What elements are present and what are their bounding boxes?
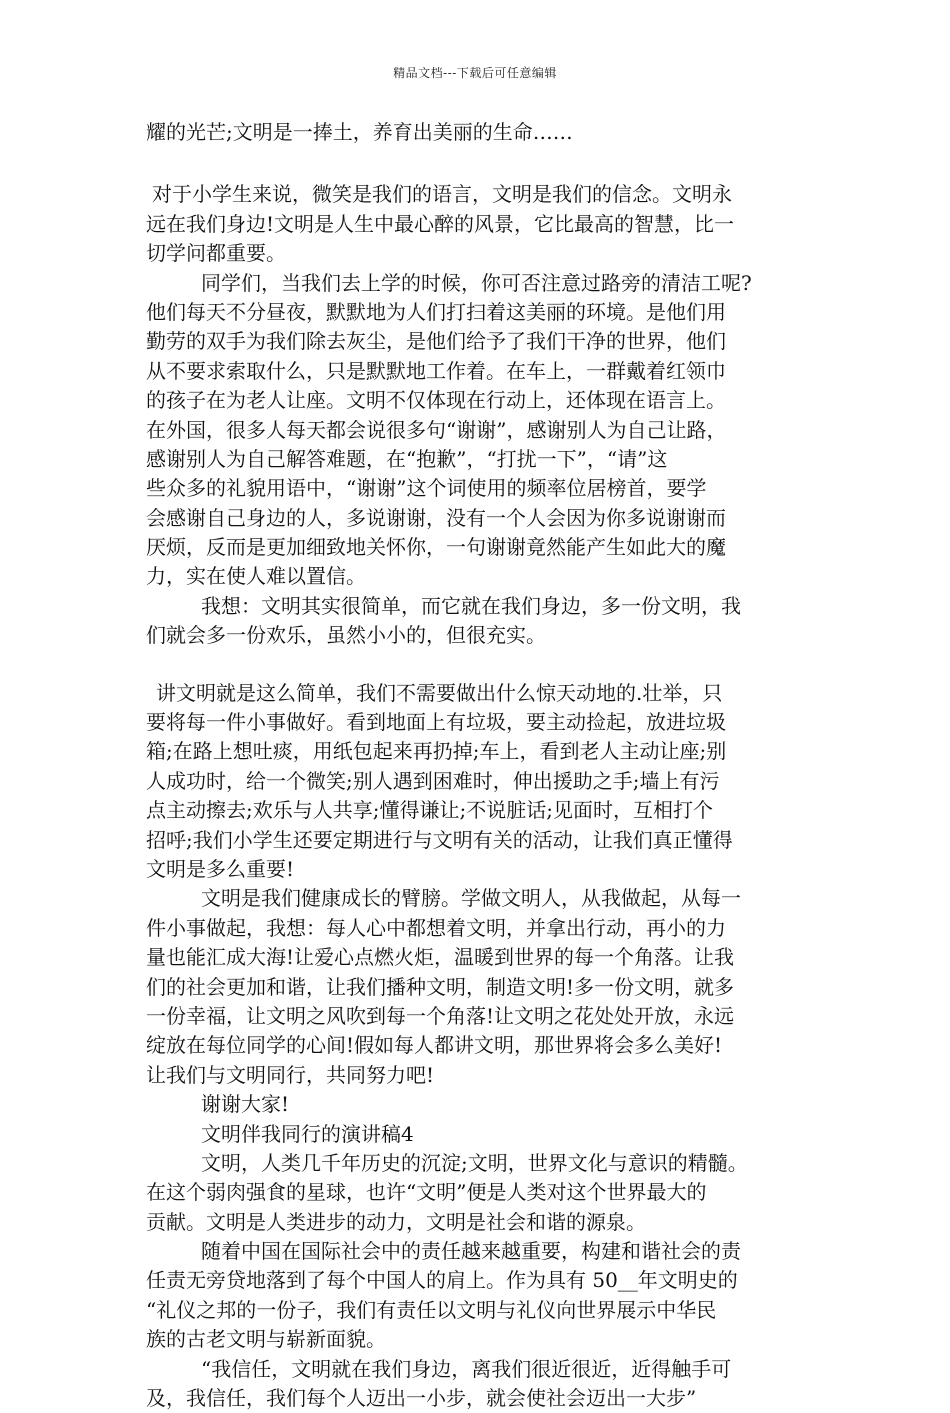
text-line: 同学们，当我们去上学的时候，你可否注意过路旁的清洁工呢?	[201, 270, 752, 295]
text-line: 感谢别人为自己解答难题，在“抱歉”，“打扰一下”，“请”这	[146, 446, 668, 471]
text-line: 箱;在路上想吐痰，用纸包起来再扔掉;车上，看到老人主动让座;别	[146, 739, 727, 764]
text-line: 量也能汇成大海!让爱心点燃火炬，温暖到世界的每一个角落。让我	[146, 945, 735, 970]
section-title: 文明伴我同行的演讲稿4	[201, 1121, 414, 1146]
text-line: 从不要求索取什么，只是默默地工作着。在车上，一群戴着红领巾	[146, 358, 726, 383]
text-line: 在外国，很多人每天都会说很多句“谢谢”，感谢别人为自己让路，	[146, 417, 727, 442]
text-line: 力，实在使人难以置信。	[146, 564, 366, 589]
text-line: 些众多的礼貌用语中，“谢谢”这个词使用的频率位居榜首，要学	[146, 476, 707, 501]
text-line: 任责无旁贷地落到了每个中国人的肩上。作为具有 50__年文明史的	[146, 1268, 738, 1293]
text-line: 勤劳的双手为我们除去灰尘，是他们给予了我们干净的世界，他们	[146, 329, 726, 354]
text-line: 贡献。文明是人类进步的动力，文明是社会和谐的源泉。	[146, 1209, 646, 1234]
text-line: 族的古老文明与崭新面貌。	[146, 1327, 386, 1352]
text-line: 一份幸福，让文明之风吹到每一个角落!让文明之花处处开放，永远	[146, 1003, 735, 1028]
paragraph-gap	[146, 147, 816, 180]
text-line: 讲文明就是这么简单，我们不需要做出什么惊天动地的.壮举，只	[156, 680, 723, 705]
text-line: 点主动擦去;欢乐与人共享;懂得谦让;不说脏话;见面时，互相打个	[146, 798, 713, 823]
text-line: 及，我信任，我们每个人迈出一小步，就会使社会迈出一大步”	[146, 1386, 697, 1411]
text-line: 人成功时，给一个微笑;别人遇到困难时，伸出援助之手;墙上有污	[146, 768, 720, 793]
text-line: 厌烦，反而是更加细致地关怀你，一句谢谢竟然能产生如此大的魔	[146, 535, 726, 560]
text-line: 文明是多么重要!	[146, 856, 295, 881]
text-line: 的孩子在为老人让座。文明不仅体现在行动上，还体现在语言上。	[146, 388, 726, 413]
text-line: 谢谢大家!	[201, 1092, 290, 1117]
text-line: 们就会多一份欢乐，虽然小小的，但很充实。	[146, 623, 546, 648]
text-line: 远在我们身边!文明是人生中最心醉的风景，它比最高的智慧，比一	[146, 211, 735, 236]
text-line: 绽放在每位同学的心间!假如每人都讲文明，那世界将会多么美好!	[146, 1033, 723, 1058]
text-line: 件小事做起，我想：每人心中都想着文明，并拿出行动，再小的力	[146, 915, 726, 940]
text-line: 切学问都重要。	[146, 241, 286, 266]
document-body	[146, 118, 816, 1413]
text-line: 在这个弱肉强食的星球，也许“文明”便是人类对这个世界最大的	[146, 1180, 707, 1205]
text-line: 要将每一件小事做好。看到地面上有垃圾，要主动捡起，放进垃圾	[146, 710, 726, 735]
text-line: 文明是我们健康成长的臂膀。学做文明人，从我做起，从每一	[201, 886, 741, 911]
text-line: 们的社会更加和谐，让我们播种文明，制造文明!多一份文明，就多	[146, 974, 735, 999]
text-line: “我信任，文明就在我们身边，离我们很近很近，近得触手可	[201, 1356, 732, 1381]
text-line: 文明，人类几千年历史的沉淀;文明，世界文化与意识的精髓。	[201, 1150, 748, 1175]
text-line: 对于小学生来说，微笑是我们的语言，文明是我们的信念。文明永	[152, 182, 732, 207]
page-header: 精品文档---下载后可任意编辑	[393, 66, 557, 80]
text-line: “礼仪之邦的一份子，我们有责任以文明与礼仪向世界展示中华民	[146, 1297, 717, 1322]
text-line: 会感谢自己身边的人，多说谢谢，没有一个人会因为你多说谢谢而	[146, 505, 726, 530]
text-line: 随着中国在国际社会中的责任越来越重要，构建和谐社会的责	[201, 1239, 741, 1264]
text-line: 他们每天不分昼夜，默默地为人们打扫着这美丽的环境。是他们用	[146, 299, 726, 324]
text-line: 耀的光芒;文明是一捧土，养育出美丽的生命……	[146, 120, 573, 144]
text-line: 招呼;我们小学生还要定期进行与文明有关的活动，让我们真正懂得	[146, 827, 733, 852]
paragraph-gap	[146, 651, 816, 679]
text-line: 我想：文明其实很简单，而它就在我们身边，多一份文明，我	[201, 593, 741, 618]
text-line: 让我们与文明同行，共同努力吧!	[146, 1062, 435, 1087]
